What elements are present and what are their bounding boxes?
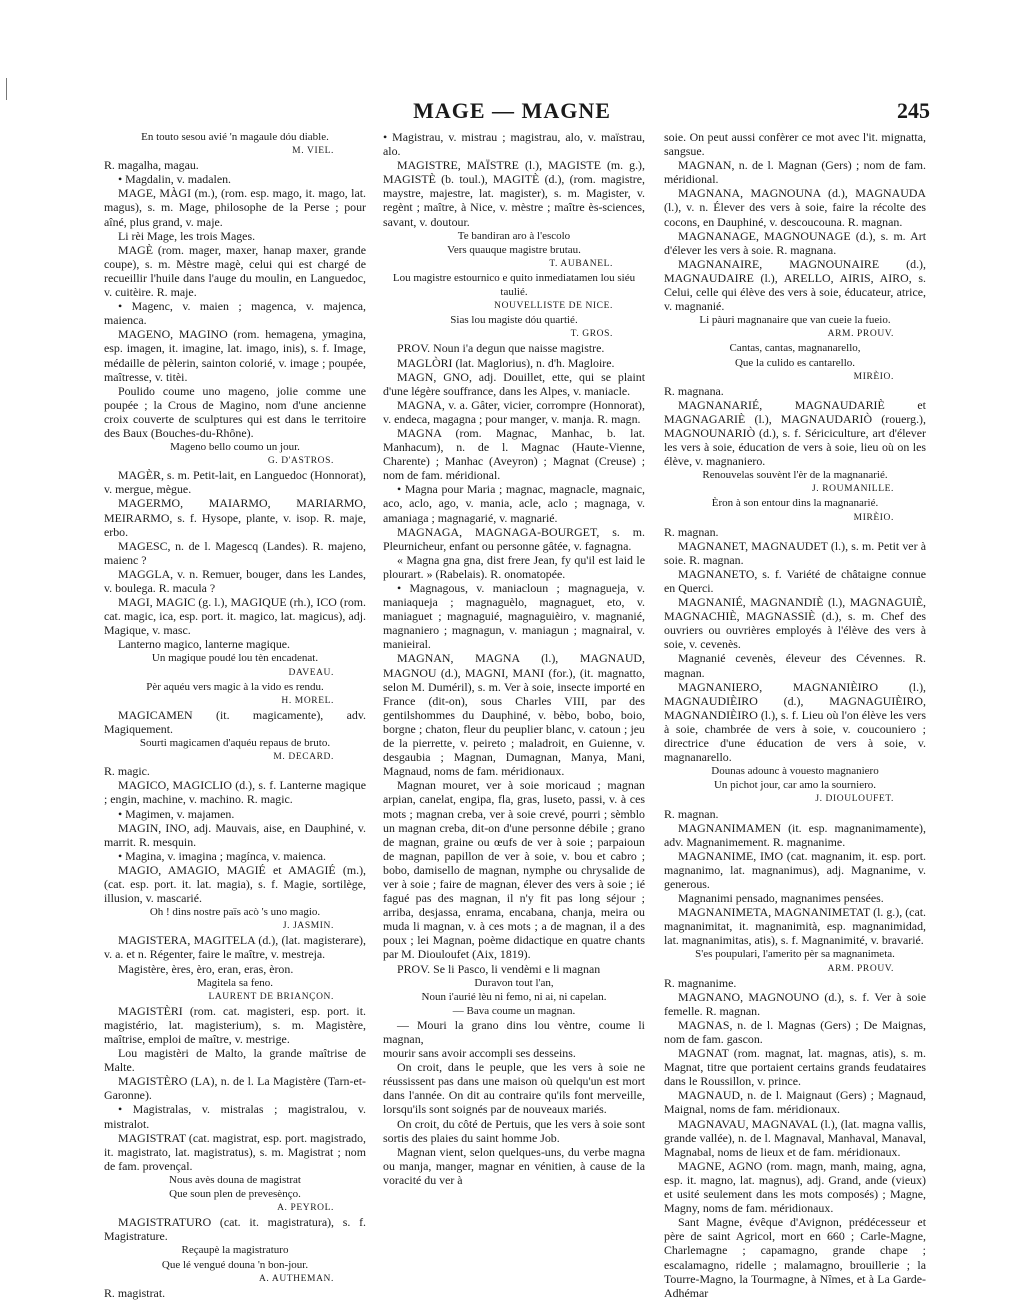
dictionary-entry: MAGNAT (rom. magnat, lat. magnas, atis), s. m. Magnat, titre que portaient certains grands feudataires dans le Roussillon, v. prince. (664, 1046, 926, 1089)
dictionary-entry: • Magdalin, v. madalen. (118, 172, 232, 187)
dictionary-entry: MAGISTERA, MAGITELA (d.), (lat. magisterare), v. a. et n. Régenter, faire le maître, v. mestreja. (104, 933, 366, 962)
quotation-source: LAURENT DE BRIANÇON. (208, 991, 334, 1002)
entry-continuation: R. magnan. (664, 524, 719, 539)
dictionary-entry: MAGNANETO, s. f. Variété de châtaigne connue en Querci. (664, 566, 926, 595)
entry-continuation: mourir sans avoir accompli ses desseins. (383, 1046, 576, 1061)
quotation-source: ARM. PROUV. (827, 329, 894, 340)
dictionary-entry: MAGIO, AMAGIO, MAGIÉ et AMAGIÉ (m.), (cat. esp. port. it. lat. magia), s. f. Magie, sortilège, illusion, v. mascarié. (104, 862, 366, 906)
dictionary-entry: Magnanié cevenès, éleveur des Cévennes. R. magnan. (664, 651, 926, 680)
dictionary-entry: • Magnagous, v. maniacloun ; magnagueja, v. maniaqueja ; magnaguèlo, magnaguet, eto, v. maniaguet ; magnaguié, magnaguièiro, v. magnanié, magnaniero ; magnagun, v. maniagun ; magnairal, v. manieiral. (383, 581, 645, 652)
quotation-line: Oh ! dins nostre païs acò 's uno magio. (149, 906, 321, 919)
quotation-line: Que soun plen de prevesènço. (169, 1188, 301, 1201)
quotation-source: H. MOREL. (281, 695, 334, 706)
quotation-line: S'es poupulari, l'amerito pèr sa magnanimeta. (695, 948, 895, 961)
dictionary-entry: MAGLÒRI (lat. Maglorius), n. d'h. Magloire. (397, 355, 615, 370)
quotation-line: Un pichot jour, car amo la sourniero. (713, 779, 877, 792)
dictionary-entry: MAGICO, MAGICLIO (d.), s. f. Lanterne magique ; engin, machine, v. machino. R. magic. (104, 778, 366, 807)
quotation-line: Duravon tout l'an, (474, 976, 554, 989)
entry-continuation: R. magistrat. (104, 1285, 166, 1300)
dictionary-entry: MAGNANIMETA, MAGNANIMETAT (l. g.), (cat. magnanimitat, it. magnanimità, esp. magnanimidad, lat. magnanimitas, atis), s. f. Magnanimité, v. bravarié. (664, 905, 926, 948)
dictionary-entry: MAGNANAGE, MAGNOUNAGE (d.), s. m. Art d'élever les vers à soie. R. magnana. (664, 228, 926, 257)
dictionary-entry: « Magna gna gna, dist frere Jean, fy qu'il est laid le plourart. » (Rabelais). R. onomatopée. (383, 552, 645, 581)
dictionary-entry: MAGNA (rom. Magnac, Manhac, b. lat. Manhacum), n. de l. Magnac (Haute-Vienne, Charente) ; Manhac (Aveyron) ; Magnat (Creuse) ; nom de fam. méridional. (383, 425, 645, 483)
dictionary-entry: MAGENO, MAGINO (rom. hemagena, ymagina, esp. imagen, it. imagine, lat. imago, inis), s. f. Image, médaille de pèlerin, sainton colorié, v. image ; poupée, maîtresse, v. titèi. (104, 327, 366, 384)
dictionary-entry: • Magimen, v. majamen. (118, 806, 235, 821)
quotation-line: Lou magistre estournico e quito inmediatamen lou siéu taulié. (392, 271, 636, 299)
dictionary-entry: MAGICAMEN (it. magicamente), adv. Magiquement. (104, 707, 366, 736)
quotation-line: Mageno bello coumo un jour. (170, 441, 300, 454)
quotation-source: M. DECARD. (273, 752, 334, 763)
dictionary-entry: MAGERMO, MAIARMO, MARIARMO, MEIRARMO, s. f. Hysope, plante, v. isop. R. maje, erbo. (104, 496, 366, 539)
quotation-source: NOUVELLISTE DE NICE. (494, 301, 613, 312)
dictionary-entry: Magnan mouret, ver à soie moricaud ; magnan arpian, canelat, engipa, fla, gras, luseto, passi, v. à ces mots ; magnan creba, ver à soie crevé, pourri ; sèmblo un magnan creba, dit-on d'une personne débile ; grano de magnan, graine ou œufs de ver à soie ; parpaioun de magnan, papillon de ver à soie, v. bou et cabro ; bobo, damisello de magnan, nymphe ou chrysalide de ver à soie ; faire de magnan, élever des vers à soie ; ié fagué pas des magnan, il n'y fit pas long séjour ; arriba, desjassa, enrama, encabana, chanja, meira ou muda li magnan, v. à ces mots ; a de magnan, il a des poux ; lei Magnan, poème didactique en quatre chants par M. Diouloufet (Aix, 1819). (383, 778, 645, 962)
margin-mark (6, 78, 7, 100)
dictionary-entry: MAGESC, n. de l. Magescq (Landes). R. majeno, maienc ? (104, 538, 366, 567)
dictionary-entry: MAGNANIERO, MAGNANIÈIRO (l.), MAGNAUDIÈIRO (d.), MAGNAGUIÈIRO, MAGNANDIÈIRO (l.), s. f. Lieu où l'on élève les vers à soie, chambrée de vers à soie, v. coucouniero ; directrice d'une éducation de vers à soie, v. magnanarello. (664, 679, 926, 765)
column-middle (383, 130, 645, 1210)
entry-continuation: R. magic. (104, 764, 150, 779)
dictionary-entry: • Magenc, v. maien ; magenca, v. majenca, maienca. (104, 299, 366, 328)
quotation-source: J. DIOULOUFET. (815, 794, 894, 805)
quotation-line: Nous avès douna de magistrat (169, 1173, 301, 1186)
entry-continuation: R. magnan. (664, 806, 719, 821)
dictionary-entry: MAGNAN, MAGNA (l.), MAGNAUD, MAGNOU (d.), MAGNI, MANI (for.), (it. magnatto, selon M. Duméril), s. m. Ver à soie, insecte importé en France (dit-on), sous Charles VIII, par des gentilshommes du Dauphiné, v. bèbo, bobo, boio, borgne ; chaton, fleur du peuplier blanc, v. catoun ; jeu de la pierrette, v. peireto ; maladroit, en Guienne, v. desgaubia ; Magnan, Dumagnan, Manya, Mani, Magnaud, noms de fam. méridionaux. (383, 651, 645, 779)
quotation-line: Un magique poudé lou tèn encadenat. (151, 652, 319, 665)
dictionary-entry: Sant Magne, évêque d'Avignon, prédécesseur et père de saint Agricol, mort en 660 ; Carle-Magne, Charlemagne ; capamagno, grande chape ; escalamagno, ridelle ; malamagno, brouillerie ; la Tourre-Magno, la Tourmagne, à Nîmes, et à La Garde-Adhémar (664, 1215, 926, 1300)
dictionary-entry: On croit, du côté de Pertuis, que les vers à soie sont sortis des plaies du saint homme Job. (383, 1116, 645, 1145)
quotation-line: Èron à son entour dins la magnanarié. (711, 497, 879, 510)
quotation-source: M. VIEL. (292, 146, 334, 157)
quotation-line: — Bava coume un magnan. (452, 1004, 576, 1017)
dictionary-entry: Lanterno magico, lanterne magique. (118, 637, 291, 652)
quotation-line: Cantas, cantas, magnanarello, (729, 342, 861, 355)
quotation-source: J. JASMIN. (282, 921, 334, 932)
dictionary-entry: MAGNANA, MAGNOUNA (d.), MAGNAUDA (l.), v. n. Élever des vers à soie, faire la récolte des cocons, en Dauphiné, v. descoucouna. R. magnan. (664, 186, 926, 229)
dictionary-entry: MAGISTÈRI (rom. cat. magisteri, esp. port. it. magistério, lat. magisterium), s. m. Magistère, maîtrise, emploi de maître, v. mestrige. (104, 1003, 366, 1046)
dictionary-entry: MAGGLA, v. n. Remuer, bouger, dans les Landes, v. boulega. R. macula ? (104, 566, 366, 595)
dictionary-entry: MAGE, MÀGI (m.), (rom. esp. mago, it. mago, lat. magus), s. m. Mage, philosophe de la Perse ; pour aîné, plus grand, v. maje. (104, 186, 366, 229)
dictionary-entry: PROV. Noun i'a degun que naisse magistre. (397, 341, 605, 356)
dictionary-entry: MAGNAGA, MAGNAGA-BOURGET, s. m. Pleurnicheur, enfant ou personne gâtée, v. fagnagna. (383, 524, 645, 553)
entry-continuation: R. magalha, magau. (104, 158, 199, 173)
dictionary-entry: MAGNE, AGNO (rom. magn, manh, maing, agna, esp. it. magno, lat. magnus), adj. Grand, ande (vieux) et usité seulement dans les mots composés) ; Magne, Magny, noms de fam. méridionaux. (664, 1158, 926, 1216)
dictionary-entry: MAGIN, INO, adj. Mauvais, aise, en Dauphiné, v. marrit. R. mesquin. (104, 820, 366, 849)
quotation-source: G. D'ASTROS. (267, 456, 334, 467)
quotation-line: Pèr aquéu vers magic à la vido es rendu. (146, 680, 324, 693)
quotation-source: T. GROS. (570, 329, 613, 340)
quotation-source: A. AUTHEMAN. (258, 1273, 334, 1284)
dictionary-entry: MAGNANIME, IMO (cat. magnanim, it. esp. port. magnanimo, lat. magnanimus), adj. Magnanime, v. generous. (664, 848, 926, 891)
dictionary-entry: MAGNA, v. a. Gâter, vicier, corrompre (Honnorat), v. endeca, magagna ; pour manger, v. manja. R. magn. (383, 397, 645, 426)
dictionary-entry: MAGNANAIRE, MAGNOUNAIRE (d.), MAGNAUDAIRE (l.), ARELLO, AIRIS, AIRO, s. Celui, celle qui élève des vers à soie, éducateur, atrice, v. magnanié. (664, 256, 926, 314)
quotation-line: Renouvelas souvènt l'èr de la magnanarié. (702, 469, 888, 482)
dictionary-entry: MAGISTRE, MAÏSTRE (l.), MAGISTE (m. g.), MAGISTÈ (b. toul.), MAGITÈ (d.), (rom. magistre, maystre, majestre, lat. magister), s. m. Magister, v. regènt ; maître, à Nice, v. mèstre ; maître ès-sciences, savant, v. doutour. (383, 158, 645, 229)
quotation-source: T. AUBANEL. (549, 258, 613, 269)
quotation-line: Sias lou magiste dóu quartié. (450, 314, 578, 327)
quotation-source: MIRÈIO. (853, 371, 894, 382)
running-header (0, 98, 1024, 128)
dictionary-entry: On croit, dans le peuple, que les vers à soie ne réussissent pas dans une maison où quelqu'un est mort dans l'année. On dit au contraire qu'ils font merveille, lorsqu'ils sont soignés par de nouveaux mariés. (383, 1060, 645, 1117)
entry-continuation: • Magistrau, v. mistrau ; magistrau, alo, v. maïstrau, alo. (383, 130, 645, 159)
dictionary-entry: MAGISTRATURO (cat. it. magistratura), s. f. Magistrature. (104, 1215, 366, 1244)
dictionary-entry: Poulido coume uno mageno, jolie comme une poupée ; la Crous de Magino, nom d'une ancienne croix couverte de sculptures qui est dans le territoire des Baux (Bouches-du-Rhône). (104, 383, 366, 440)
quotation-line: Reçaupè la magistraturo (181, 1244, 289, 1257)
entry-continuation: R. magnanime. (664, 975, 737, 990)
quotation-line: Dounas adounc à vouesto magnaniero (711, 765, 879, 778)
dictionary-entry: MAGISTRAT (cat. magistrat, esp. port. magistrado, it. magistrato, lat. magistratus), s. m. Magistrat ; nom de fam. provençal. (104, 1130, 366, 1173)
dictionary-entry: MAGNANET, MAGNAUDET (l.), s. m. Petit ver à soie. R. magnan. (664, 538, 926, 567)
dictionary-entry: MAGNAS, n. de l. Magnas (Gers) ; De Maignas, nom de fam. gascon. (664, 1017, 926, 1046)
column-right (664, 130, 926, 1300)
page-number: 245 (897, 98, 930, 123)
dictionary-entry: MAGNAUD, n. de l. Maignaut (Gers) ; Magnaud, Maignal, noms de fam. méridionaux. (664, 1088, 926, 1117)
dictionary-entry: MAGI, MAGIC (g. l.), MAGIQUE (rh.), ICO (rom. cat. magic, ica, esp. port. it. magico, lat. magicus), adj. Magique, v. masc. (104, 595, 366, 638)
dictionary-entry: MAGÈR, s. m. Petit-lait, en Languedoc (Honnorat), v. mergue, mègue. (104, 468, 366, 497)
quotation-line: Magitela sa feno. (196, 976, 274, 989)
quotation-line: Vers quauque magistre brutau. (447, 243, 581, 256)
quotation-line: Li pàuri magnanaire que van cueie la fueio. (699, 314, 891, 327)
entry-continuation: soie. On peut aussi confèrer ce mot avec l'it. mignatta, sangsue. (664, 130, 926, 159)
dictionary-entry: Magnan vient, selon quelques-uns, du verbe magna ou manja, manger, magnar en vénitien, à cause de la voracité du ver à (383, 1144, 645, 1187)
quotation-source: DAVEAU. (288, 667, 334, 678)
dictionary-entry: MAGNANO, MAGNOUNO (d.), s. f. Ver à soie femelle. R. magnan. (664, 989, 926, 1018)
quotation-line: Que la culido es cantarello. (734, 356, 856, 369)
column-left (104, 130, 366, 1300)
dictionary-entry: Lou magistèri de Malto, la grande maîtrise de Malte. (104, 1046, 366, 1075)
entry-continuation: R. magnana. (664, 383, 724, 398)
dictionary-entry: • Magistralas, v. mistralas ; magistralou, v. mistralot. (104, 1102, 366, 1131)
dictionary-entry: MAGÈ (rom. mager, maxer, hanap maxer, grande coupe), s. m. Mèstre magè, celui qui est chargé de recueillir l'huile dans l'auge du moulin, en Languedoc, v. cuitèire. R. maje. (104, 242, 366, 300)
dictionary-entry: MAGNAVAU, MAGNAVAL (l.), (lat. magna vallis, grande vallée), n. de l. Magnaval, Manhaval, Manaval, Magnabal, noms de lieux et de fam. méridionaux. (664, 1116, 926, 1159)
quotation-source: J. ROUMANILLE. (811, 484, 894, 495)
quotation-source: ARM. PROUV. (827, 963, 894, 974)
quotation-source: A. PEYROL. (277, 1203, 334, 1214)
quotation-line: Sourti magicamen d'aquéu repaus de bruto. (139, 737, 331, 750)
quotation-line: Te bandiran aro à l'escolo (457, 229, 571, 242)
quotation-source: MIRÈIO. (853, 512, 894, 523)
dictionary-entry: MAGN, GNO, adj. Douillet, ette, qui se plaint d'une légère souffrance, dans les Alpes, v. maniacle. (383, 369, 645, 398)
dictionary-entry: MAGNANIÉ, MAGNANDIÈ (l.), MAGNAGUIÈ, MAGNACHIÈ, MAGNASSIÈ (d.), s. m. Chef des ouvriers ou ouvrières employés à l'élève des vers à soie, v. cevenès. (664, 595, 926, 652)
dictionary-entry: — Mouri la grano dins lou vèntre, coume li magnan, (383, 1017, 645, 1046)
dictionary-entry: MAGNANARIÉ, MAGNAUDARIÈ et MAGNAGARIÈ (l.), MAGNAUDARIÒ (rouerg.), MAGNOUNARIÒ (d.), s. f. Sériciculture, art d'élever les vers à soie, éducation de vers à soie, lieu où on les élève, v. magnaniero. (664, 397, 926, 469)
dictionary-entry: Li rèi Mage, les trois Mages. (118, 228, 256, 243)
dictionary-entry: • Magna pour Maria ; magnac, magnacle, magnaic, aco, aclo, ago, v. mania, acle, aclo ; magnaga, v. amaniaga ; magnagarié, v. magnarié. (383, 482, 645, 525)
running-title: MAGE — MAGNE (413, 98, 611, 123)
quotation-line: Noun i'aurié lèu ni femo, ni ai, ni capelan. (421, 990, 607, 1003)
dictionary-entry: • Magina, v. imagina ; magínca, v. maienca. (118, 848, 326, 863)
quotation-line: En touto sesou avié 'n magaule dóu diable. (141, 131, 329, 143)
dictionary-entry: PROV. Se li Pasco, li vendèmi e li magnan (397, 961, 601, 976)
dictionary-entry: MAGISTÈRO (LA), n. de l. La Magistère (Tarn-et-Garonne). (104, 1074, 366, 1103)
quotation-line: Que lé vengué douna 'n bon-jour. (161, 1258, 309, 1271)
dictionary-entry: MAGNANIMAMEN (it. esp. magnanimamente), adv. Magnanimement. R. magnanime. (664, 820, 926, 849)
dictionary-entry: MAGNAN, n. de l. Magnan (Gers) ; nom de fam. méridional. (664, 158, 926, 187)
dictionary-entry: Magnanimi pensado, magnanimes pensées. (678, 891, 884, 906)
dictionary-entry: Magistère, ères, èro, eran, eras, èron. (118, 961, 294, 976)
